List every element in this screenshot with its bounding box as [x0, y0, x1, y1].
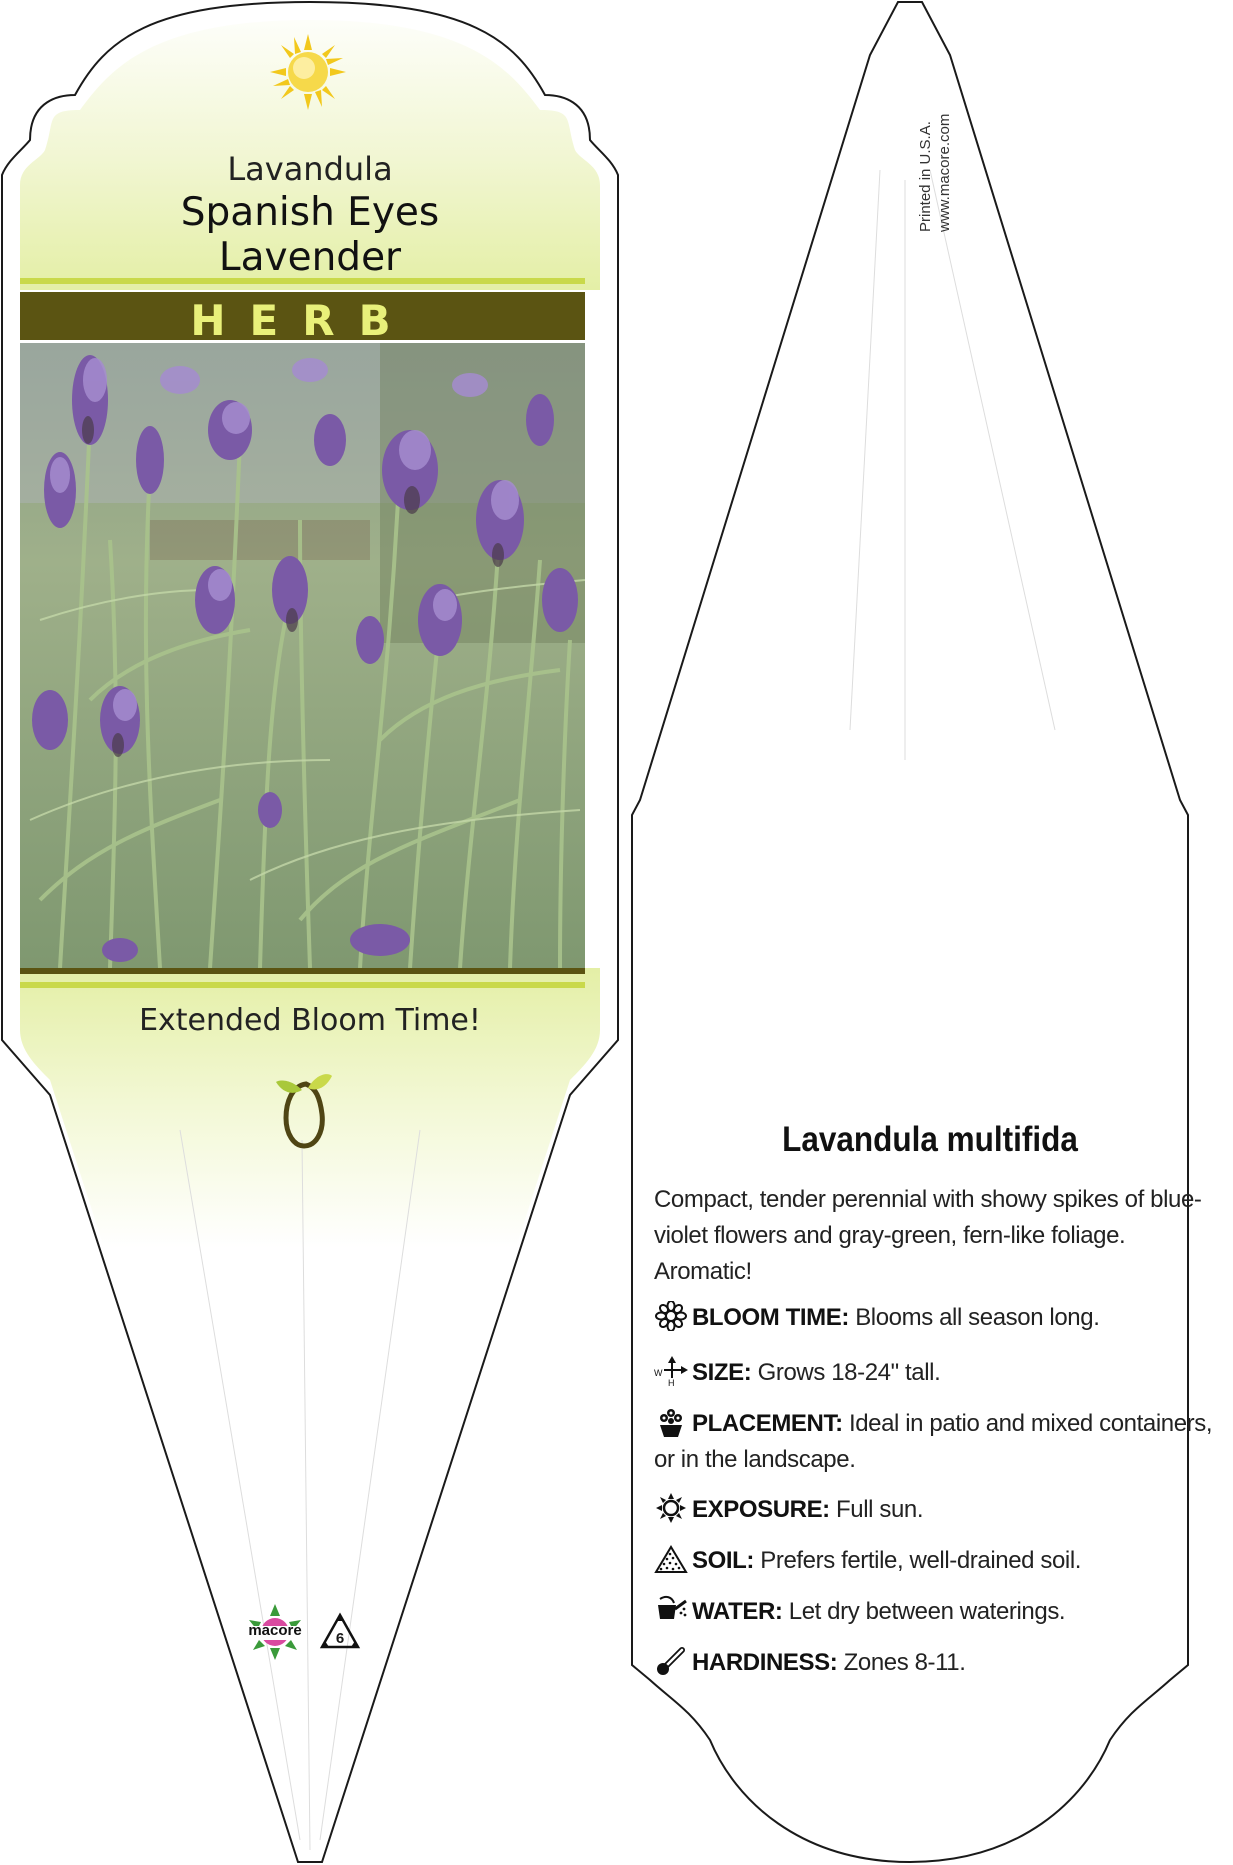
- flower-icon: [654, 1301, 688, 1331]
- common-name-line1: Spanish Eyes: [180, 190, 440, 235]
- attr-placement: [654, 1406, 1214, 1478]
- accent-line-bottom: [20, 982, 585, 988]
- soil-icon: [654, 1544, 688, 1574]
- attr-value: Blooms all season long.: [848, 1304, 1100, 1331]
- attr-value: Full sun.: [829, 1496, 924, 1523]
- attr-soil: [654, 1543, 1214, 1579]
- attr-value: Prefers fertile, well-drained soil.: [754, 1547, 1082, 1574]
- plant-genus: Lavandula: [227, 150, 393, 188]
- attr-label: EXPOSURE:: [692, 1496, 830, 1523]
- attr-bloom-time: [654, 1300, 1214, 1336]
- attr-water: [654, 1594, 1214, 1630]
- category-label: HERB: [190, 296, 415, 345]
- attr-label: HARDINESS:: [692, 1649, 838, 1676]
- lavender-photo: [20, 343, 585, 968]
- attr-size: [654, 1355, 1214, 1391]
- recycle-number: 6: [335, 1630, 345, 1647]
- attr-hardiness: [654, 1645, 1214, 1681]
- attr-value: Zones 8-11.: [837, 1649, 966, 1676]
- tagline: Extended Bloom Time!: [139, 1003, 481, 1038]
- back-tag-outline: [632, 2, 1188, 1862]
- attr-exposure: [654, 1492, 1214, 1528]
- attr-label: PLACEMENT:: [692, 1410, 843, 1437]
- leaf-logo-icon: [272, 1068, 336, 1152]
- attr-value: Ideal in patio and mixed containers, or in the landscape.: [654, 1410, 1213, 1473]
- common-name-line2: Lavender: [218, 235, 402, 280]
- attr-value: Grows 18-24" tall.: [751, 1359, 941, 1386]
- botanical-name: Lavandula multifida: [782, 1120, 1078, 1159]
- thermometer-icon: [654, 1646, 688, 1676]
- placement-icon: [654, 1407, 688, 1437]
- printed-website: www.macore.com: [936, 113, 953, 232]
- attr-label: SOIL:: [692, 1547, 754, 1574]
- attr-label: SIZE:: [692, 1359, 752, 1386]
- watering-can-icon: [654, 1595, 688, 1625]
- sun-icon: [268, 32, 348, 112]
- plant-description: Compact, tender perennial with showy spikes of blue-violet flowers and gray-green, fern-like foliage. Aromatic!: [654, 1186, 1202, 1285]
- size-icon: [654, 1356, 688, 1386]
- size-h-label: H: [668, 1378, 675, 1386]
- attr-label: WATER:: [692, 1598, 783, 1625]
- band-bottom: [20, 968, 585, 974]
- size-w-label: W: [654, 1368, 663, 1378]
- printed-country: Printed in U.S.A.: [917, 121, 934, 232]
- sun-icon: [654, 1493, 688, 1523]
- printed-info: [916, 114, 954, 232]
- brand-name: macore: [248, 1622, 302, 1639]
- attr-label: BLOOM TIME:: [692, 1304, 849, 1331]
- plant-common-name: [20, 190, 600, 280]
- attr-value: Let dry between waterings.: [782, 1598, 1066, 1625]
